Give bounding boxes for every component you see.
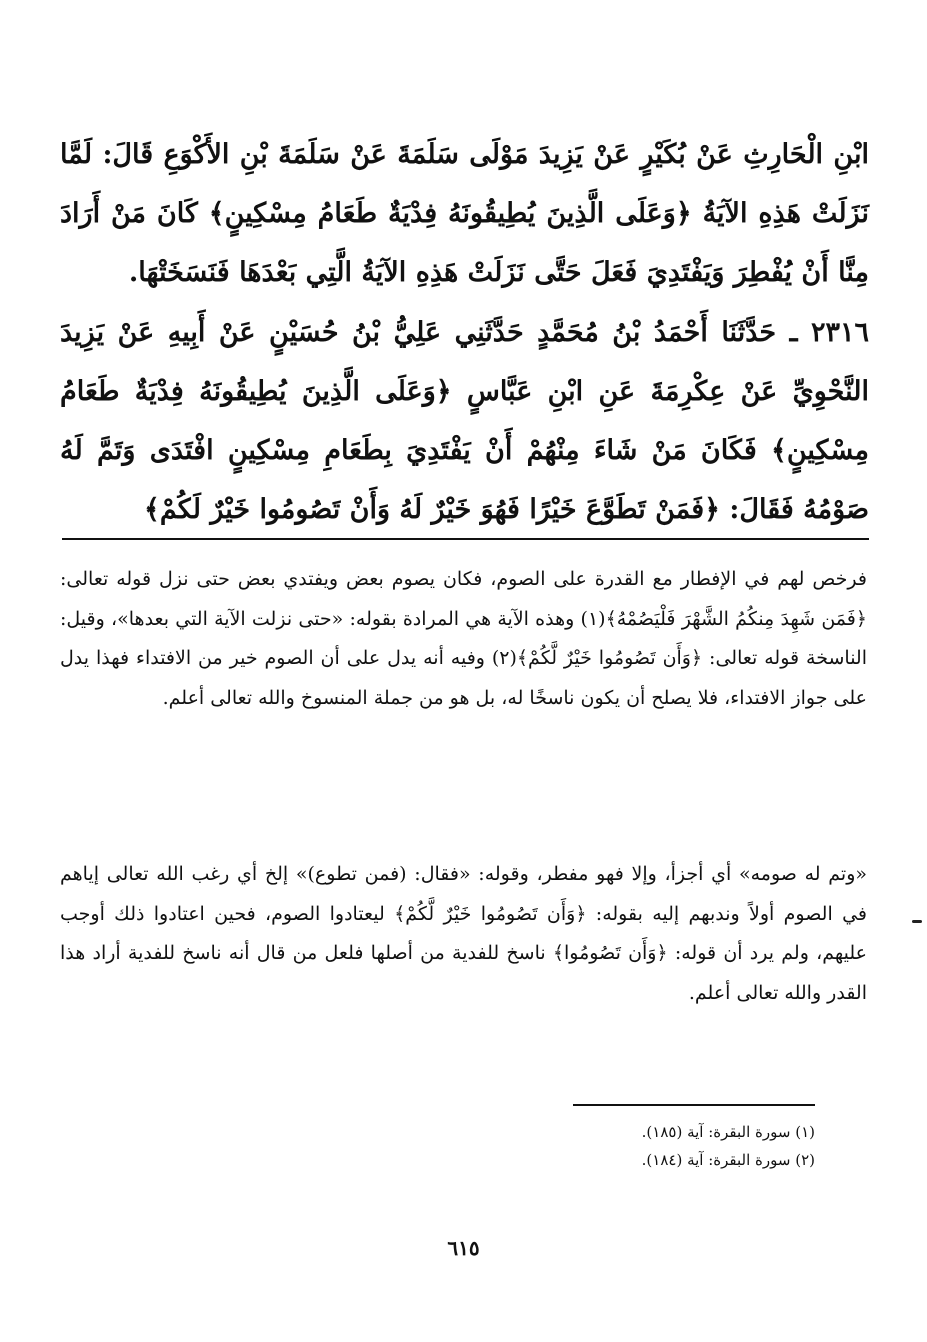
commentary-block <box>60 560 867 718</box>
page-number: ٦١٥ <box>447 1236 480 1260</box>
hadith-paragraph: ابْنِ الْحَارِثِ عَنْ بُكَيْرٍ عَنْ يَزِيدَ مَوْلَى سَلَمَةَ عَنْ سَلَمَةَ بْنِ الأَكْوَعِ قَالَ: لَمَّا نَزَلَتْ هَذِهِ الآيَةُ ﴿وَعَلَى الَّذِينَ يُطِيقُونَهُ فِدْيَةٌ طَعَامُ مِسْكِينٍ﴾ كَانَ مَنْ أَرَادَ مِنَّا أَنْ يُفْطِرَ وَيَفْتَدِيَ فَعَلَ حَتَّى نَزَلَتْ هَذِهِ الآيَةُ الَّتِي بَعْدَهَا فَنَسَخَتْهَا. <box>60 139 870 288</box>
footnote-2: (٢) سورة البقرة: آية (١٨٤). <box>641 1151 815 1169</box>
margin-mark <box>912 920 922 923</box>
commentary-block <box>60 855 867 1013</box>
commentary-paragraph: فرخص لهم في الإفطار مع القدرة على الصوم، فكان يصوم بعض ويفتدي بعض حتى نزل قوله تعالى: ﴿فَمَن شَهِدَ مِنكُمُ الشَّهْرَ فَلْيَصُمْهُ﴾(١) وهذه الآية هي المرادة بقوله: «حتى نزلت الآية التي بعدها»، وقيل: الناسخة قوله تعالى: ﴿وَأَن تَصُومُوا خَيْرٌ لَّكُمْ﴾(٢) وفيه أنه يدل على أن الصوم خير من الافتداء فهذا يدل على جواز الافتداء، فلا يصلح أن يكون ناسخًا له، بل هو من جملة المنسوخ والله تعالى أعلم. <box>60 568 867 709</box>
footnote-1: (١) سورة البقرة: آية (١٨٥). <box>641 1123 815 1141</box>
hadith-text-continued <box>60 125 869 302</box>
hadith-2316 <box>60 303 869 539</box>
text-commentary-divider <box>62 538 869 540</box>
commentary-paragraph: «وتم له صومه» أي أجزأ، وإلا فهو مفطر، وقوله: «فقال: (فمن تطوع)» إلخ أي رغب الله تعالى إياهم في الصوم أولاً وندبهم إليه بقوله: ﴿وَأَن تَصُومُوا خَيْرٌ لَّكُمْ﴾ ليعتادوا الصوم، فحين اعتادوا ذلك أوجب عليهم، ولم يرد أن قوله: ﴿وَأَن تَصُومُوا﴾ ناسخ للفدية من أصلها فلعل من قال أنه ناسخ للفدية أراد هذا القدر والله تعالى أعلم. <box>60 863 867 1004</box>
hadith-paragraph: ٢٣١٦ ـ حَدَّثَنَا أَحْمَدُ بْنُ مُحَمَّدٍ حَدَّثَنِي عَلِيُّ بْنُ حُسَيْنٍ عَنْ أَبِيهِ عَنْ يَزِيدَ النَّحْوِيِّ عَنْ عِكْرِمَةَ عَنِ ابْنِ عَبَّاسٍ ﴿وَعَلَى الَّذِينَ يُطِيقُونَهُ فِدْيَةٌ طَعَامُ مِسْكِينٍ﴾ فَكَانَ مَنْ شَاءَ مِنْهُمْ أَنْ يَفْتَدِيَ بِطَعَامِ مِسْكِينٍ افْتَدَى وَتَمَّ لَهُ صَوْمُهُ فَقَالَ: ﴿فَمَنْ تَطَوَّعَ خَيْرًا فَهُوَ خَيْرٌ لَهُ وَأَنْ تَصُومُوا خَيْرٌ لَكُمْ﴾ <box>60 317 869 525</box>
footnotes <box>642 1118 815 1174</box>
footnote-divider <box>573 1104 815 1106</box>
